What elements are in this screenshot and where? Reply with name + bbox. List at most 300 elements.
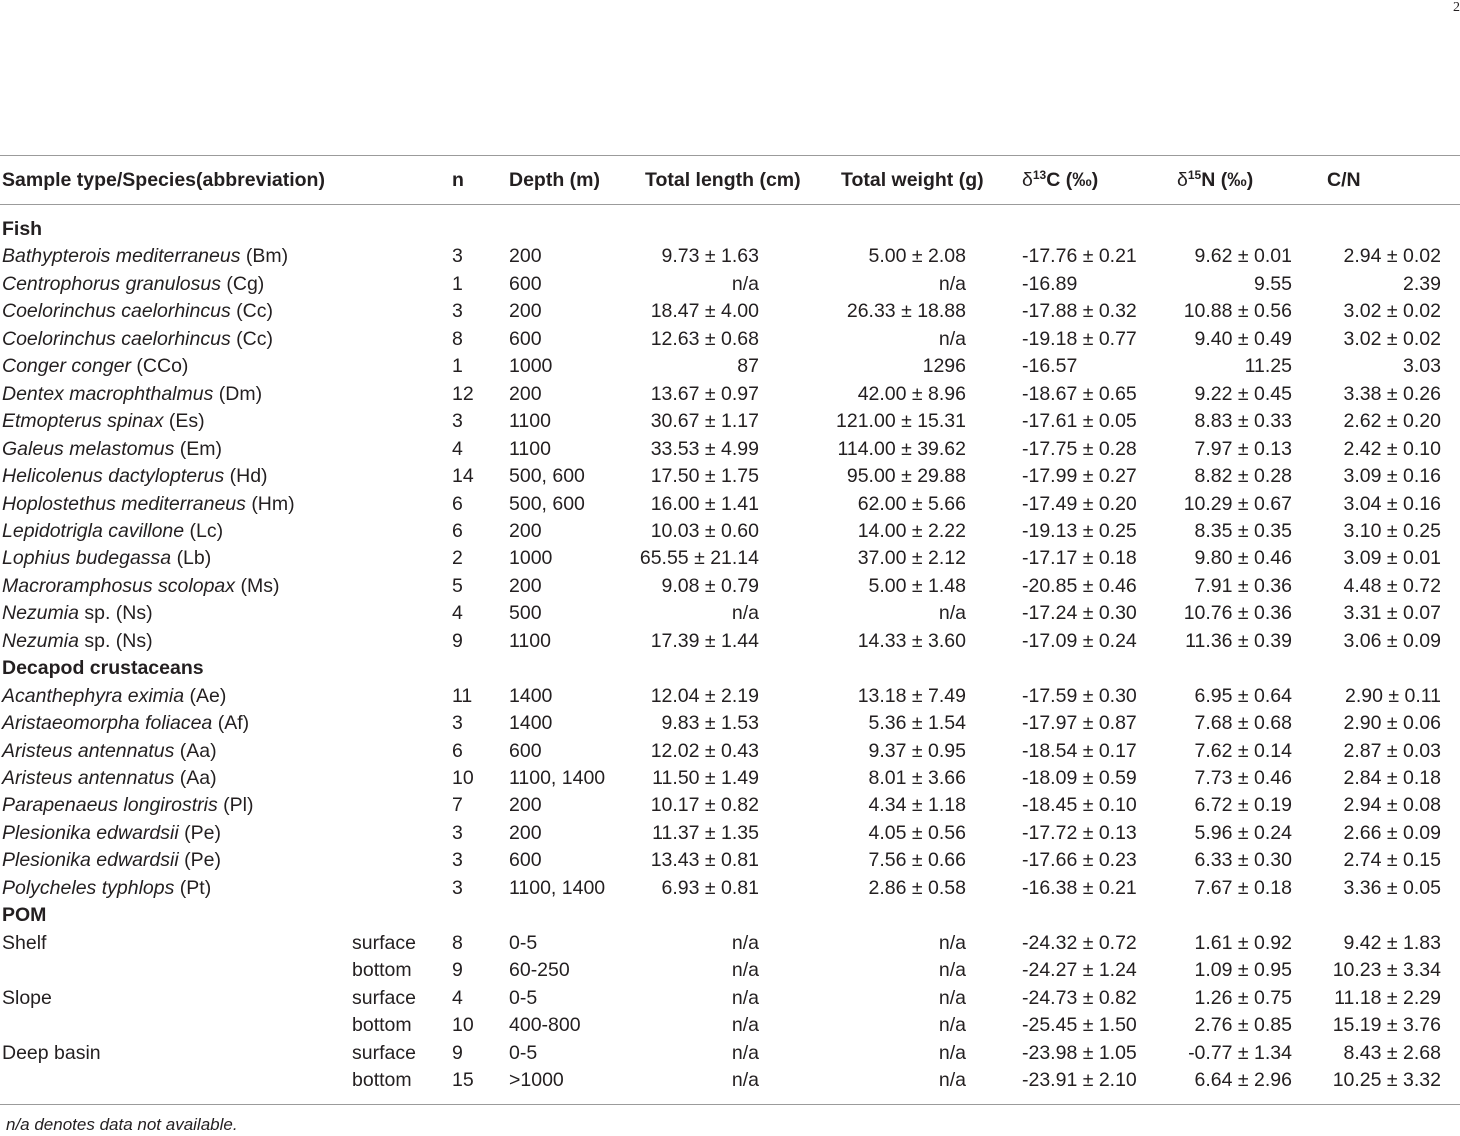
- table-row: [0, 738, 1460, 765]
- cell-species: [2, 847, 221, 874]
- cell-n: 6: [452, 739, 463, 762]
- cell-total-weight: 37.00 ± 2.12: [857, 547, 966, 570]
- species-name: Nezumia: [2, 629, 79, 652]
- section-title: Fish: [2, 218, 43, 240]
- cell-species: [2, 710, 249, 737]
- cell-total-length: 9.08 ± 0.79: [661, 574, 759, 597]
- table-row: [0, 600, 1460, 627]
- cell-total-length: 11.50 ± 1.49: [652, 767, 759, 789]
- cell-cn: 2.87 ± 0.03: [1343, 739, 1441, 762]
- cell-species: [2, 408, 205, 435]
- header-total-weight: Total weight (g): [841, 169, 984, 191]
- cell-species: [2, 243, 288, 270]
- cell-d13c: -18.45 ± 0.10: [1022, 794, 1137, 817]
- cell-cn: 2.39: [1403, 272, 1441, 295]
- cell-d13c: -24.32 ± 0.72: [1022, 931, 1137, 954]
- cell-region: Slope: [2, 986, 52, 1009]
- cell-region: Shelf: [2, 931, 47, 954]
- cell-d13c: -17.24 ± 0.30: [1022, 602, 1137, 625]
- cell-layer: bottom: [352, 1068, 412, 1091]
- cell-total-length: 10.17 ± 0.82: [650, 794, 759, 817]
- species-name: Etmopterus spinax: [2, 410, 164, 433]
- species-abbreviation: (Ae): [189, 684, 227, 707]
- cell-total-length: 12.04 ± 2.19: [650, 684, 759, 707]
- cell-d13c: -16.38 ± 0.21: [1022, 876, 1137, 899]
- cell-total-length: 13.67 ± 0.97: [650, 382, 759, 405]
- species-name: Conger conger: [2, 355, 131, 378]
- cell-cn: 2.94 ± 0.02: [1343, 245, 1441, 268]
- cell-n: 8: [452, 931, 463, 954]
- cell-depth: 1100, 1400: [509, 876, 606, 899]
- cell-d13c: -19.18 ± 0.77: [1022, 327, 1137, 350]
- species-abbreviation: sp. (Ns): [84, 602, 153, 625]
- cell-total-length: 9.83 ± 1.53: [661, 712, 759, 735]
- cell-total-weight: 2.86 ± 0.58: [868, 876, 966, 899]
- cell-cn: 2.62 ± 0.20: [1343, 410, 1441, 433]
- cell-depth: 1400: [509, 712, 553, 735]
- species-abbreviation: (Pl): [223, 794, 254, 817]
- cell-n: 3: [452, 300, 463, 323]
- cell-d15n: 11.25: [1244, 355, 1292, 378]
- cell-cn: 3.02 ± 0.02: [1343, 327, 1441, 350]
- cell-species: [2, 792, 253, 819]
- cell-d15n: 7.97 ± 0.13: [1194, 437, 1292, 460]
- table-row: [0, 847, 1460, 874]
- section-title: Decapod crustaceans: [2, 657, 204, 680]
- cell-n: 3: [452, 410, 463, 433]
- cell-layer: surface: [352, 1041, 416, 1064]
- cell-n: 3: [452, 876, 463, 899]
- table-row: [0, 298, 1460, 325]
- header-d13c: $\delta^{13}C$ (‰): [1022, 168, 1099, 191]
- cell-species: [2, 436, 222, 463]
- species-abbreviation: (Hm): [251, 492, 295, 515]
- cell-n: 9: [452, 959, 463, 982]
- species-abbreviation: sp. (Ns): [84, 629, 153, 652]
- cell-d15n: 9.80 ± 0.46: [1194, 547, 1292, 570]
- cell-total-weight: 121.00 ± 15.31: [836, 410, 966, 433]
- table-row: [0, 573, 1460, 600]
- cell-n: 9: [452, 629, 463, 652]
- cell-total-weight: n/a: [938, 327, 966, 350]
- cell-d15n: 7.91 ± 0.36: [1194, 574, 1292, 597]
- cell-total-weight: n/a: [938, 959, 966, 982]
- species-abbreviation: (Lc): [189, 519, 224, 542]
- cell-depth: 200: [509, 519, 542, 542]
- species-abbreviation: (Aa): [179, 739, 217, 762]
- cell-total-length: 11.37 ± 1.35: [652, 821, 759, 844]
- cell-n: 1: [452, 355, 463, 378]
- cell-depth: 500, 600: [509, 492, 585, 515]
- cell-d13c: -17.49 ± 0.20: [1022, 492, 1137, 515]
- cell-d13c: -17.88 ± 0.32: [1022, 300, 1137, 323]
- cell-total-weight: 9.37 ± 0.95: [868, 739, 966, 762]
- species-abbreviation: (Dm): [218, 382, 263, 405]
- cell-d13c: -17.99 ± 0.27: [1022, 465, 1137, 488]
- cell-total-weight: n/a: [938, 602, 966, 625]
- cell-total-weight: 114.00 ± 39.62: [837, 437, 966, 460]
- cell-d13c: -17.72 ± 0.13: [1022, 821, 1137, 844]
- cell-layer: surface: [352, 986, 416, 1009]
- table-row: [0, 491, 1460, 518]
- cell-total-length: 30.67 ± 1.17: [650, 410, 759, 433]
- cell-n: 2: [452, 547, 463, 570]
- header-total-length: Total length (cm): [645, 169, 801, 191]
- species-abbreviation: (Lb): [176, 547, 212, 570]
- species-name: Parapenaeus longirostris: [2, 794, 218, 817]
- cell-total-weight: 14.00 ± 2.22: [857, 519, 966, 542]
- species-name: Macroramphosus scolopax: [2, 574, 236, 597]
- cell-d15n: 7.68 ± 0.68: [1194, 712, 1292, 735]
- cell-total-length: 87: [737, 355, 759, 378]
- cell-d13c: -23.98 ± 1.05: [1022, 1041, 1137, 1064]
- cell-total-weight: 4.34 ± 1.18: [868, 794, 966, 817]
- cell-d13c: -16.89: [1022, 272, 1078, 295]
- section-title: POM: [2, 904, 47, 927]
- cell-cn: 3.09 ± 0.01: [1343, 547, 1441, 570]
- cell-total-weight: 4.05 ± 0.56: [868, 821, 966, 844]
- cell-depth: 600: [509, 849, 542, 872]
- cell-total-length: n/a: [731, 986, 759, 1009]
- table-row: [0, 408, 1460, 435]
- species-name: Plesionika edwardsii: [2, 821, 179, 844]
- cell-species: [2, 518, 223, 545]
- cell-total-length: 65.55 ± 21.14: [639, 547, 759, 570]
- cell-d13c: -17.75 ± 0.28: [1022, 437, 1137, 460]
- cell-d15n: 9.55: [1254, 272, 1292, 295]
- table-row: [0, 518, 1460, 545]
- cell-depth: 1100: [509, 629, 551, 652]
- cell-d15n: 1.09 ± 0.95: [1194, 959, 1292, 982]
- table-row: [0, 628, 1460, 655]
- cell-total-length: 10.03 ± 0.60: [650, 519, 759, 542]
- cell-n: 1: [452, 272, 463, 295]
- table-row: [0, 381, 1460, 408]
- cell-d13c: -16.57: [1022, 355, 1078, 378]
- cell-d13c: -17.59 ± 0.30: [1022, 684, 1137, 707]
- cell-cn: 8.43 ± 2.68: [1343, 1041, 1441, 1064]
- cell-species: [2, 683, 226, 710]
- species-abbreviation: (Cc): [236, 327, 273, 350]
- cell-cn: 3.10 ± 0.25: [1343, 519, 1441, 542]
- cell-n: 4: [452, 986, 463, 1009]
- cell-total-length: 17.39 ± 1.44: [650, 629, 759, 652]
- table-row: [0, 1040, 1460, 1067]
- cell-d15n: 9.40 ± 0.49: [1194, 327, 1292, 350]
- cell-depth: 0-5: [509, 986, 538, 1009]
- species-name: Dentex macrophthalmus: [2, 382, 214, 405]
- cell-species: [2, 628, 153, 655]
- species-abbreviation: (CCo): [136, 355, 189, 378]
- cell-n: 3: [452, 712, 463, 735]
- table-row: [0, 710, 1460, 737]
- cell-cn: 3.36 ± 0.05: [1343, 876, 1441, 899]
- cell-total-weight: 5.36 ± 1.54: [868, 712, 966, 735]
- cell-d15n: 2.76 ± 0.85: [1194, 1014, 1292, 1037]
- cell-depth: >1000: [509, 1068, 564, 1091]
- cell-d13c: -17.76 ± 0.21: [1022, 245, 1137, 268]
- species-abbreviation: (Hd): [229, 465, 268, 488]
- cell-total-weight: 14.33 ± 3.60: [857, 629, 966, 652]
- cell-d15n: 11.36 ± 0.39: [1185, 629, 1292, 652]
- cell-cn: 15.19 ± 3.76: [1332, 1014, 1441, 1037]
- species-abbreviation: (Cg): [226, 272, 265, 295]
- cell-depth: 200: [509, 245, 542, 268]
- section-fish: [0, 216, 1460, 243]
- table-row: [0, 271, 1460, 298]
- cell-depth: 200: [509, 794, 542, 817]
- table-row: [0, 243, 1460, 270]
- species-abbreviation: (Bm): [245, 245, 289, 268]
- cell-d15n: 6.64 ± 2.96: [1194, 1068, 1292, 1091]
- cell-total-length: 33.53 ± 4.99: [650, 437, 759, 460]
- species-name: Plesionika edwardsii: [2, 849, 179, 872]
- cell-depth: 1000: [509, 355, 553, 378]
- cell-total-length: 6.93 ± 0.81: [661, 876, 759, 899]
- cell-n: 3: [452, 849, 463, 872]
- cell-species: [2, 545, 211, 572]
- cell-d15n: 9.62 ± 0.01: [1194, 245, 1292, 268]
- cell-species: [2, 491, 295, 518]
- cell-layer: bottom: [352, 959, 412, 982]
- cell-d15n: 10.76 ± 0.36: [1183, 602, 1292, 625]
- section-decapod-crustaceans: [0, 655, 1460, 682]
- cell-d13c: -25.45 ± 1.50: [1022, 1014, 1137, 1037]
- species-name: Nezumia: [2, 602, 79, 625]
- cell-total-length: 12.02 ± 0.43: [650, 739, 759, 762]
- cell-d15n: 7.62 ± 0.14: [1194, 739, 1292, 762]
- cell-d13c: -24.27 ± 1.24: [1022, 959, 1137, 982]
- cell-total-weight: 95.00 ± 29.88: [846, 465, 966, 488]
- cell-layer: bottom: [352, 1014, 412, 1037]
- section-pom: [0, 902, 1460, 929]
- cell-species: [2, 573, 279, 600]
- cell-cn: 3.31 ± 0.07: [1343, 602, 1441, 625]
- header-d15n: $\delta^{15}N$ (‰): [1177, 168, 1254, 191]
- cell-cn: 2.94 ± 0.08: [1343, 794, 1441, 817]
- table-row: [0, 765, 1460, 792]
- cell-total-length: n/a: [731, 931, 759, 954]
- cell-depth: 600: [509, 327, 542, 350]
- cell-d15n: 10.88 ± 0.56: [1183, 300, 1292, 323]
- species-abbreviation: (Pe): [184, 849, 221, 872]
- cell-d15n: -0.77 ± 1.34: [1188, 1041, 1292, 1064]
- cell-cn: 2.90 ± 0.11: [1345, 684, 1441, 707]
- cell-d15n: 6.72 ± 0.19: [1194, 794, 1292, 817]
- cell-total-length: 16.00 ± 1.41: [650, 492, 759, 515]
- cell-cn: 2.42 ± 0.10: [1343, 437, 1441, 460]
- cell-species: [2, 463, 268, 490]
- cell-species: [2, 353, 188, 380]
- cell-d13c: -18.67 ± 0.65: [1022, 382, 1137, 405]
- cell-n: 15: [452, 1068, 474, 1091]
- table-row: [0, 463, 1460, 490]
- cell-d13c: -19.13 ± 0.25: [1022, 519, 1137, 542]
- cell-total-length: 18.47 ± 4.00: [650, 300, 759, 323]
- cell-n: 4: [452, 437, 463, 460]
- cell-cn: 10.25 ± 3.32: [1332, 1068, 1441, 1091]
- cell-n: 7: [452, 794, 463, 817]
- cell-depth: 1100: [509, 410, 551, 433]
- cell-depth: 1100, 1400: [509, 767, 606, 789]
- cell-total-weight: n/a: [938, 986, 966, 1009]
- species-name: Coelorinchus caelorhincus: [2, 327, 231, 350]
- cell-species: [2, 820, 221, 847]
- cell-depth: 600: [509, 739, 542, 762]
- cell-species: [2, 326, 273, 353]
- cell-d13c: -17.66 ± 0.23: [1022, 849, 1137, 872]
- cell-n: 6: [452, 492, 463, 515]
- cell-d13c: -17.97 ± 0.87: [1022, 712, 1137, 735]
- species-name: Aristeus antennatus: [2, 739, 175, 762]
- table-row: [0, 820, 1460, 847]
- cell-total-weight: 1296: [922, 355, 966, 378]
- species-abbreviation: (Aa): [179, 767, 217, 789]
- cell-n: 3: [452, 821, 463, 844]
- cell-depth: 500, 600: [509, 465, 585, 488]
- cell-cn: 3.03: [1403, 355, 1441, 378]
- cell-cn: 3.02 ± 0.02: [1343, 300, 1441, 323]
- cell-d15n: 6.95 ± 0.64: [1194, 684, 1292, 707]
- cell-n: 5: [452, 574, 463, 597]
- cell-d15n: 9.22 ± 0.45: [1194, 382, 1292, 405]
- cell-n: 4: [452, 602, 463, 625]
- cell-d15n: 7.67 ± 0.18: [1194, 876, 1292, 899]
- species-name: Helicolenus dactylopterus: [2, 465, 225, 488]
- cell-d15n: 8.82 ± 0.28: [1194, 465, 1292, 488]
- cell-cn: 3.04 ± 0.16: [1343, 492, 1441, 515]
- cell-n: 9: [452, 1041, 463, 1064]
- species-abbreviation: (Pt): [179, 876, 212, 899]
- cell-total-weight: n/a: [938, 1041, 966, 1064]
- cell-n: 8: [452, 327, 463, 350]
- cell-n: 12: [452, 382, 474, 405]
- cell-total-length: n/a: [731, 602, 759, 625]
- cell-cn: 11.18 ± 2.29: [1334, 986, 1441, 1009]
- cell-depth: 500: [509, 602, 542, 625]
- cell-total-length: 12.63 ± 0.68: [650, 327, 759, 350]
- cell-n: 6: [452, 519, 463, 542]
- cell-total-weight: 8.01 ± 3.66: [868, 767, 966, 789]
- table-footnote: n/a denotes data not available.: [6, 1115, 238, 1134]
- cell-d13c: -23.91 ± 2.10: [1022, 1068, 1137, 1091]
- cell-total-length: n/a: [731, 272, 759, 295]
- header-depth: Depth (m): [509, 169, 600, 191]
- cell-d15n: 1.26 ± 0.75: [1194, 986, 1292, 1009]
- species-name: Lepidotrigla cavillone: [2, 519, 185, 542]
- cell-depth: 1000: [509, 547, 553, 570]
- cell-d15n: 10.29 ± 0.67: [1183, 492, 1292, 515]
- cell-cn: 2.84 ± 0.18: [1343, 767, 1441, 789]
- cell-n: 14: [452, 465, 474, 488]
- cell-depth: 1400: [509, 684, 553, 707]
- cell-species: [2, 738, 217, 765]
- cell-region: Deep basin: [2, 1041, 101, 1064]
- species-abbreviation: (Af): [217, 712, 250, 735]
- cell-d15n: 8.35 ± 0.35: [1194, 519, 1292, 542]
- table-row: [0, 875, 1460, 902]
- species-abbreviation: (Es): [168, 410, 205, 433]
- cell-cn: 3.38 ± 0.26: [1343, 382, 1441, 405]
- cell-d13c: -24.73 ± 0.82: [1022, 986, 1137, 1009]
- cell-total-weight: 13.18 ± 7.49: [857, 684, 966, 707]
- table-row: [0, 545, 1460, 572]
- cell-total-weight: 5.00 ± 1.48: [868, 574, 966, 597]
- species-abbreviation: (Ms): [240, 574, 280, 597]
- cell-cn: 10.23 ± 3.34: [1332, 959, 1441, 982]
- cell-total-weight: n/a: [938, 1014, 966, 1037]
- species-name: Lophius budegassa: [2, 547, 172, 570]
- cell-d13c: -18.54 ± 0.17: [1022, 739, 1137, 762]
- cell-depth: 0-5: [509, 931, 538, 954]
- species-abbreviation: (Cc): [236, 300, 273, 323]
- cell-d15n: 1.61 ± 0.92: [1194, 931, 1292, 954]
- table-row: [0, 436, 1460, 463]
- header-species: Sample type/Species(abbreviation): [2, 169, 325, 191]
- cell-depth: 200: [509, 821, 542, 844]
- cell-species: [2, 875, 211, 902]
- table-row: [0, 792, 1460, 819]
- cell-species: [2, 600, 153, 627]
- cell-total-weight: 62.00 ± 5.66: [857, 492, 966, 515]
- cell-depth: 600: [509, 272, 542, 295]
- cell-depth: 60-250: [509, 959, 570, 982]
- cell-total-length: n/a: [731, 1041, 759, 1064]
- header-cn: C/N: [1327, 169, 1361, 191]
- cell-depth: 0-5: [509, 1041, 538, 1064]
- cell-total-length: n/a: [731, 1014, 759, 1037]
- cell-species: [2, 271, 264, 298]
- cell-d13c: -17.09 ± 0.24: [1022, 629, 1137, 652]
- species-abbreviation: (Pe): [184, 821, 221, 844]
- table-row: [0, 1067, 1460, 1094]
- table-row: [0, 683, 1460, 710]
- species-name: Polycheles typhlops: [2, 876, 175, 899]
- page-number: 2: [1453, 0, 1460, 15]
- cell-total-length: 9.73 ± 1.63: [661, 245, 759, 268]
- table-row: [0, 1012, 1460, 1039]
- species-name: Galeus melastomus: [2, 437, 175, 460]
- cell-d15n: 7.73 ± 0.46: [1194, 767, 1292, 789]
- species-name: Aristeus antennatus: [2, 767, 175, 789]
- species-name: Bathypterois mediterraneus: [2, 245, 241, 268]
- cell-species: [2, 298, 273, 325]
- cell-total-weight: 26.33 ± 18.88: [846, 300, 966, 323]
- cell-total-weight: n/a: [938, 931, 966, 954]
- cell-d13c: -17.61 ± 0.05: [1022, 410, 1137, 433]
- cell-d15n: 6.33 ± 0.30: [1194, 849, 1292, 872]
- cell-d13c: -17.17 ± 0.18: [1022, 547, 1137, 570]
- cell-total-weight: 7.56 ± 0.66: [868, 849, 966, 872]
- species-name: Acanthephyra eximia: [2, 684, 185, 707]
- cell-depth: 200: [509, 382, 542, 405]
- cell-depth: 200: [509, 300, 542, 323]
- cell-cn: 3.09 ± 0.16: [1343, 465, 1441, 488]
- table-row: [0, 957, 1460, 984]
- cell-total-weight: 5.00 ± 2.08: [868, 245, 966, 268]
- cell-layer: surface: [352, 931, 416, 954]
- cell-cn: 2.74 ± 0.15: [1343, 849, 1441, 872]
- cell-total-weight: n/a: [938, 1068, 966, 1091]
- cell-depth: 1100: [509, 437, 551, 460]
- species-name: Centrophorus granulosus: [2, 272, 221, 295]
- cell-total-length: 13.43 ± 0.81: [650, 849, 759, 872]
- table-row: [0, 930, 1460, 957]
- cell-depth: 400-800: [509, 1014, 581, 1037]
- species-abbreviation: (Em): [179, 437, 222, 460]
- cell-depth: 200: [509, 574, 542, 597]
- species-name: Hoplostethus mediterraneus: [2, 492, 246, 515]
